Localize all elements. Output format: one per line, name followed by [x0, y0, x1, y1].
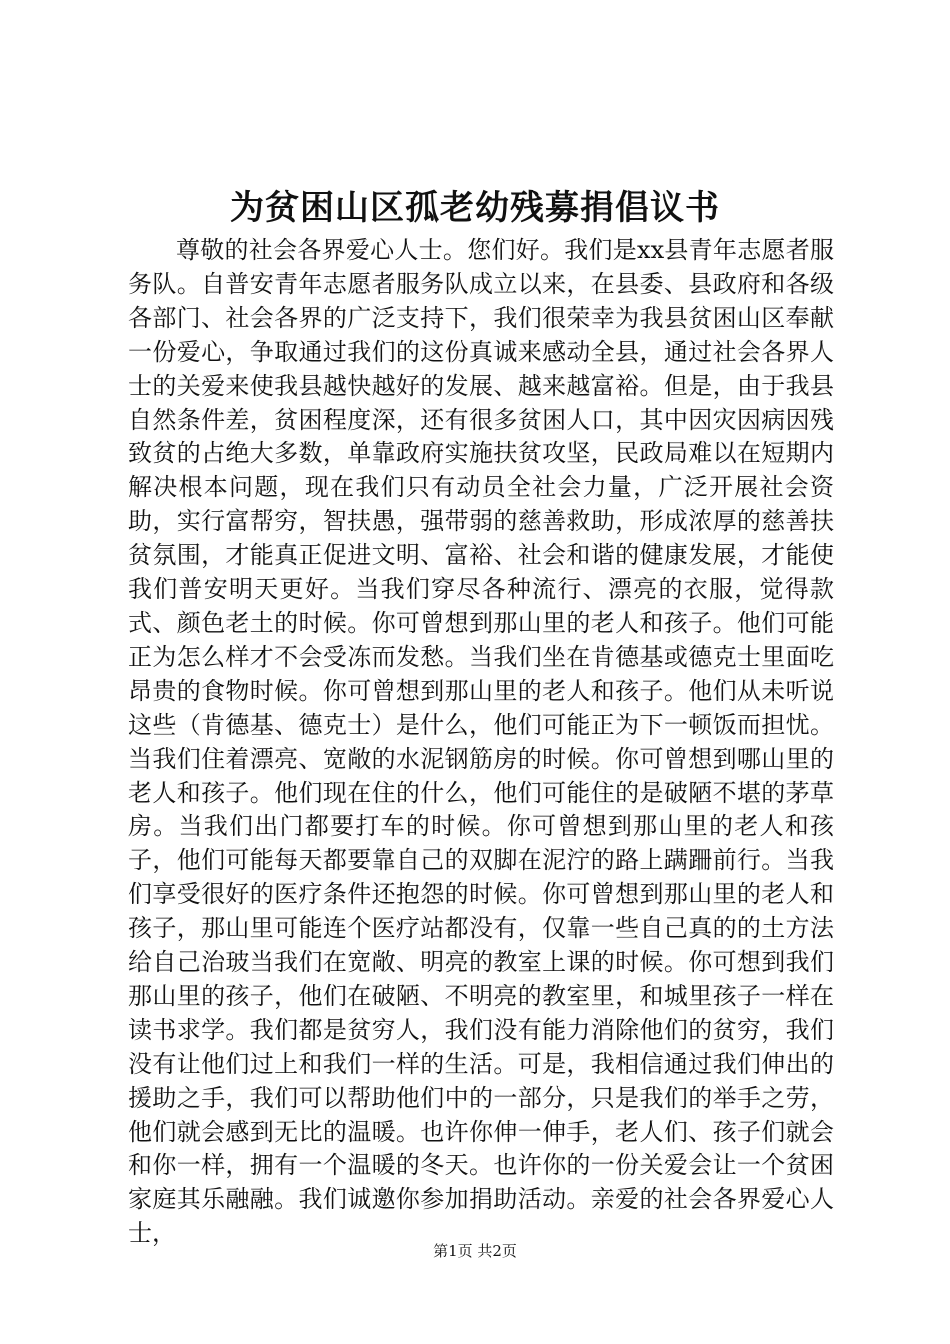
- document-body-paragraph: 尊敬的社会各界爱心人士。您们好。我们是xx县青年志愿者服务队。自普安青年志愿者服务队成立以来，在县委、县政府和各级各部门、社会各界的广泛支持下，我们很荣幸为我县贫困山区奉献一份爱心，争取通过我们的这份真诚来感动全县，通过社会各界人士的关爱来使我县越快越好的发展、越来越富裕。但是，由于我县自然条件差，贫困程度深，还有很多贫困人口，其中因灾因病因残致贫的占绝大多数，单靠政府实施扶贫攻坚，民政局难以在短期内解决根本问题，现在我们只有动员全社会力量，广泛开展社会资助，实行富帮穷，智扶愚，强带弱的慈善救助，形成浓厚的慈善扶贫氛围，才能真正促进文明、富裕、社会和谐的健康发展，才能使我们普安明天更好。当我们穿尽各种流行、漂亮的衣服，觉得款式、颜色老土的时候。你可曾想到那山里的老人和孩子。他们可能正为怎么样才不会受冻而发愁。当我们坐在肯德基或德克士里面吃昂贵的食物时候。你可曾想到那山里的老人和孩子。他们从未听说这些（肯德基、德克士）是什么，他们可能正为下一顿饭而担忧。当我们住着漂亮、宽敞的水泥钢筋房的时候。你可曾想到哪山里的老人和孩子。他们现在住的什么，他们可能住的是破陋不堪的茅草房。当我们出门都要打车的时候。你可曾想到那山里的老人和孩子，他们可能每天都要靠自己的双脚在泥泞的路上蹒跚前行。当我们享受很好的医疗条件还抱怨的时候。你可曾想到那山里的老人和孩子，那山里可能连个医疗站都没有，仅靠一些自己真的的土方法给自己治玻当我们在宽敞、明亮的教室上课的时候。你可想到我们那山里的孩子，他们在破陋、不明亮的教室里，和城里孩子一样在读书求学。我们都是贫穷人，我们没有能力消除他们的贫穷，我们没有让他们过上和我们一样的生活。可是，我相信通过我们伸出的援助之手，我们可以帮助他们中的一部分，只是我们的举手之劳，他们就会感到无比的温暖。也许你伸一伸手，老人们、孩子们就会和你一样，拥有一个温暖的冬天。也许你的一份关爱会让一个贫困家庭其乐融融。我们诚邀你参加捐助活动。亲爱的社会各界爱心人士，: [128, 236, 834, 1248]
- document-title: 为贫困山区孤老幼残募捐倡议书: [230, 188, 720, 228]
- page-number-footer: 第1页 共2页: [433, 1242, 517, 1260]
